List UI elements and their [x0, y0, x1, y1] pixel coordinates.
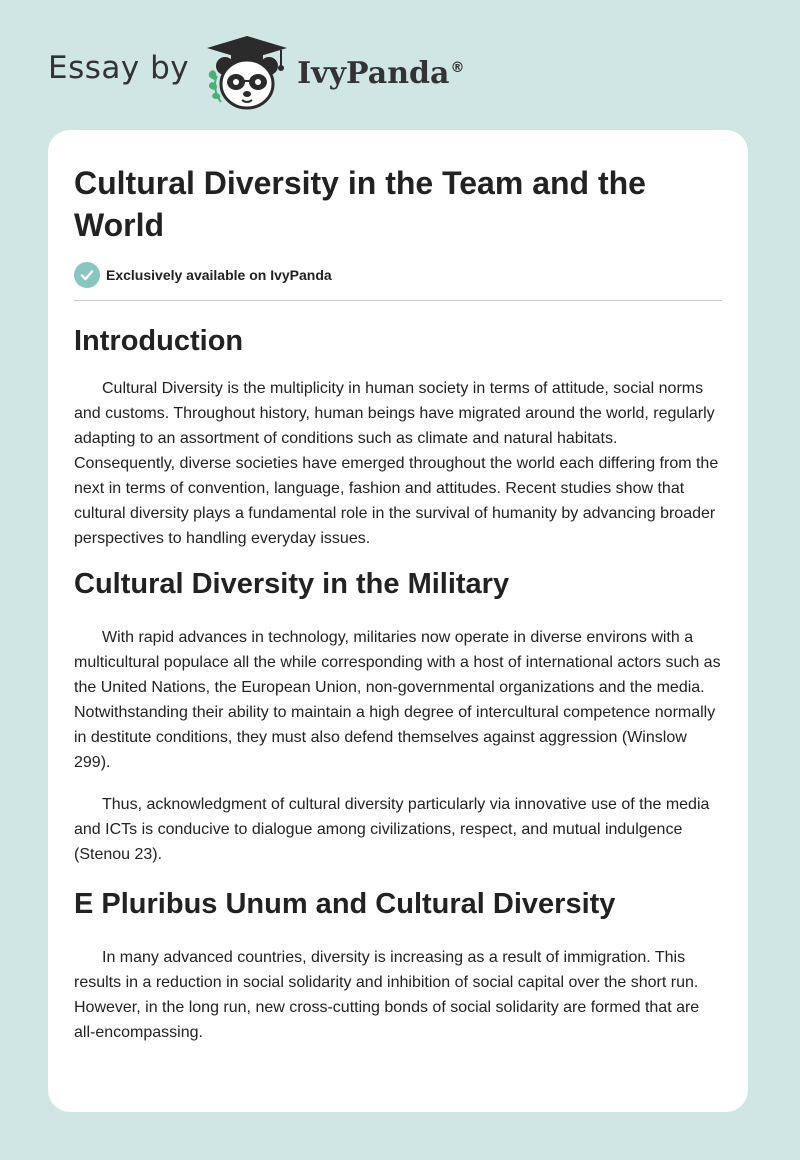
- exclusive-badge: [74, 262, 722, 288]
- title-divider: [74, 300, 722, 301]
- check-icon: [74, 262, 100, 288]
- section-heading-e-pluribus-unum: E Pluribus Unum and Cultural Diversity: [74, 888, 616, 920]
- essay-card: [48, 130, 748, 1112]
- paragraph: Thus, acknowledgment of cultural diversity particularly via innovative use of the media and ICTs is conducive to dialogue among civilizations, respect, and mutual indulgence (Stenou 23).: [74, 796, 710, 863]
- brand-name[interactable]: IvyPanda®: [297, 55, 465, 91]
- badge-text: Exclusively available on IvyPanda: [106, 267, 332, 283]
- paragraph: In many advanced countries, diversity is increasing as a result of immigration. This results in a reduction in social solidarity and inhibition of social capital over the short run. However, in the long run, new cross-cutting bonds of social solidarity are formed that are all-encompassing.: [74, 949, 700, 1041]
- site-header: [48, 32, 464, 112]
- section-heading-introduction: Introduction: [74, 325, 244, 357]
- essay-by-label: Essay by: [48, 50, 190, 86]
- panda-graduate-icon[interactable]: [203, 32, 291, 112]
- page-title: Cultural Diversity in the Team and the World: [74, 165, 646, 243]
- registered-mark: ®: [450, 59, 465, 76]
- section-heading-military: Cultural Diversity in the Military: [74, 568, 510, 600]
- paragraph: Cultural Diversity is the multiplicity in human society in terms of attitude, social norms and customs. Throughout history, human beings have migrated around the world, regularly adapting to an assortment of conditions such as climate and natural habitats. Consequently, diverse societies have emerged throughout the world each differing from the next in terms of convention, language, fashion and attitudes. Recent studies show that cultural diversity plays a fundamental role in the survival of humanity by advancing broader perspectives to handling everyday issues.: [74, 380, 719, 547]
- paragraph: With rapid advances in technology, militaries now operate in diverse environs with a multicultural populace all the while corresponding with a host of international actors such as the United Nations, the European Union, non-governmental organizations and the media. Notwithstanding their ability to maintain a high degree of intercultural competence normally in destitute conditions, they must also defend themselves against aggression (Winslow 299).: [74, 629, 721, 771]
